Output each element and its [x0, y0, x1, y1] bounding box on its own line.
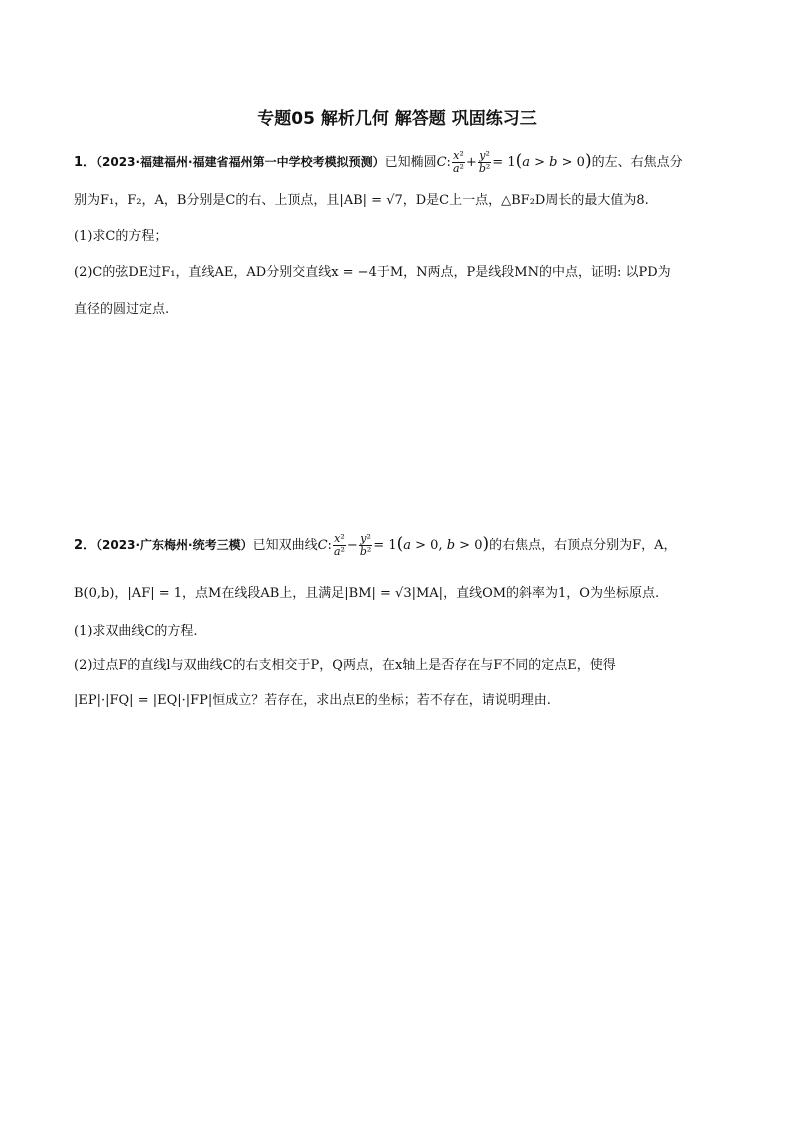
q1-line1 [74, 150, 683, 175]
q1-text-b: 的左、右焦点分 [591, 155, 683, 170]
q2-source: （2023·广东梅州·统考三模） [96, 538, 253, 552]
q2-text-b: 的右焦点，右顶点分别为F，A， [489, 538, 677, 553]
q1-source: （2023·福建福州·福建省福州第一中学校考模拟预测） [96, 155, 385, 169]
q1-part2-line1: (2)C的弦DE过F₁，直线AE，AD分别交直线x = −4于M，N两点，P是线段MN的中点，证明: 以PD为 [74, 265, 671, 280]
q2-part2-line1: (2)过点F的直线l与双曲线C的右支相交于P，Q两点，在x轴上是否存在与F不同的定点E，使得 [74, 658, 616, 673]
q1-part2-line2: 直径的圆过定点. [74, 302, 170, 317]
q1-part1: (1)求C的方程； [74, 229, 168, 244]
q2-line2: B(0,b)，|AF| = 1，点M在线段AB上，且满足|BM| = √3|MA|，直线OM的斜率为1，O为坐标原点. [74, 586, 660, 601]
page-title: 专题05 解析几何 解答题 巩固练习三 [257, 109, 537, 129]
q2-text-a: 已知双曲线 [252, 538, 318, 553]
q1-ellipse-equation: C: $\frac{\text{x²}}{\text{a²}}$ + $\frac{\text{y²}}{\text{b²}}$ = 1(a > b > 0) [436, 149, 592, 175]
q2-hyperbola-equation: C: $\frac{\text{x²}}{\text{a²}}$ − $\frac{\text{y²}}{\text{b²}}$ = 1(a > 0, b > 0) [317, 532, 490, 558]
q2-part1: (1)求双曲线C的方程. [74, 624, 198, 639]
q2-number: 2． [74, 538, 97, 553]
q1-text-a: 已知椭圆 [384, 155, 437, 170]
q1-line2: 别为F₁，F₂，A，B分别是C的右、上顶点，且|AB| = √7，D是C上一点，△BF₂D周长的最大值为8. [74, 193, 649, 208]
q2-line1 [74, 533, 677, 558]
q2-part2-line2: |EP|·|FQ| = |EQ|·|FP|恒成立？若存在，求出点E的坐标；若不存在，请说明理由. [74, 693, 551, 708]
q1-number: 1． [74, 155, 97, 170]
